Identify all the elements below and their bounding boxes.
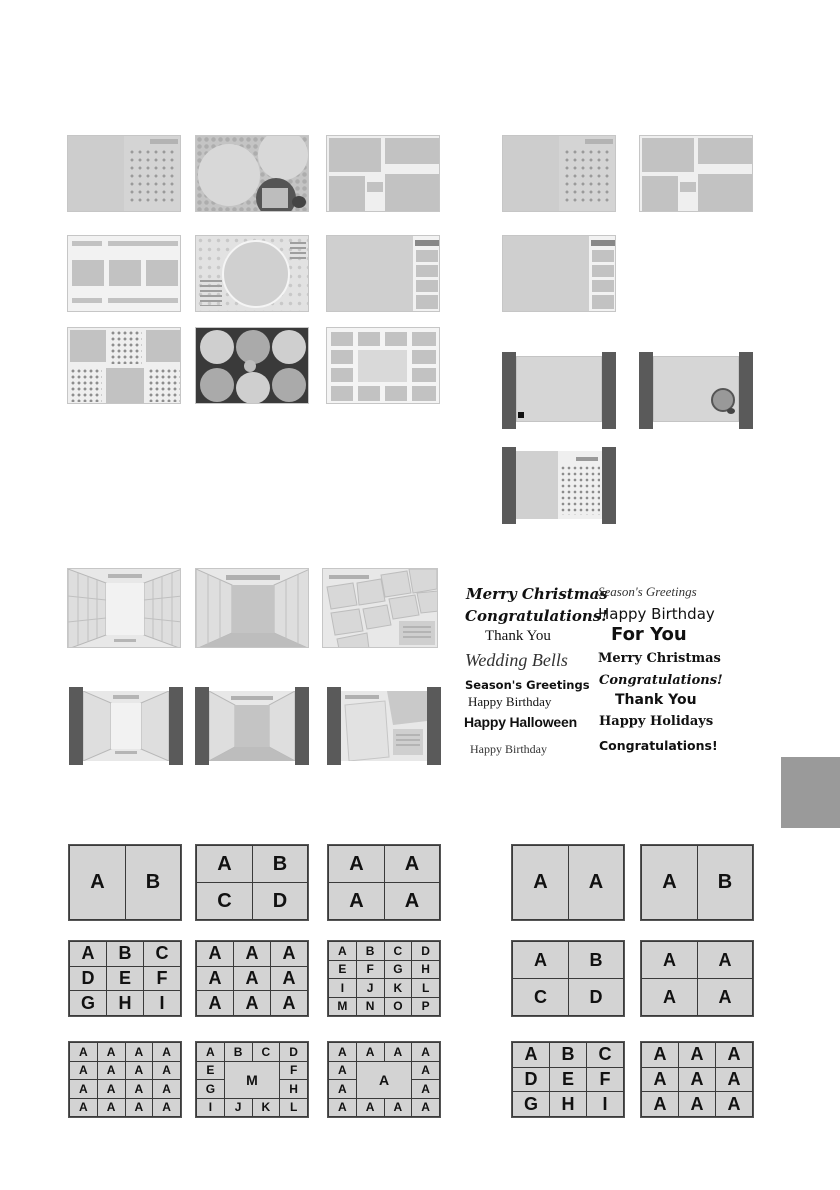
side-bar-right xyxy=(739,352,753,429)
calendar-grid xyxy=(110,330,142,364)
split-cell: A xyxy=(233,941,271,967)
corridor-graphic xyxy=(83,691,169,761)
photo-frame xyxy=(331,368,353,382)
greeting-right-7[interactable]: Happy Holidays xyxy=(599,714,714,729)
split-cell: A xyxy=(641,845,698,920)
split-cell: G xyxy=(69,990,107,1016)
split-cell: A xyxy=(328,941,357,961)
sidebar-photo xyxy=(592,280,614,292)
split-cell: A xyxy=(411,1098,440,1118)
split-cell: A xyxy=(97,1098,126,1118)
split-cell: A xyxy=(69,1042,98,1062)
corridor-graphic xyxy=(196,569,309,648)
split-cell: B xyxy=(106,941,144,967)
greeting-left-5[interactable]: Season's Greetings xyxy=(465,678,590,692)
split-cell: A xyxy=(384,845,440,883)
calendar-header xyxy=(585,139,613,144)
split-cell: I xyxy=(586,1091,624,1117)
photo-circle xyxy=(272,330,306,364)
layout-thumb-border-grid[interactable] xyxy=(326,327,440,404)
split-2-ab[interactable] xyxy=(68,844,182,921)
tilted-grid-graphic xyxy=(341,691,427,761)
split-cell: A xyxy=(152,1061,181,1081)
split-cell: A xyxy=(411,1042,440,1062)
photo-area xyxy=(516,356,602,422)
split-cell: F xyxy=(279,1061,308,1081)
split-cell: C xyxy=(252,1042,281,1062)
photo-frame xyxy=(412,350,436,364)
layout-thumb-corridor-wide-bars[interactable] xyxy=(69,687,183,765)
photo-circle xyxy=(222,240,290,308)
split-cell: A xyxy=(328,882,385,920)
sidebar-header xyxy=(415,240,439,246)
corridor-graphic xyxy=(68,569,181,648)
photo-frame xyxy=(331,386,353,401)
split-cell: G xyxy=(512,1091,550,1117)
layout-thumb-collage-four-alt[interactable] xyxy=(639,135,753,212)
split-9-aaa[interactable] xyxy=(195,940,309,1017)
greeting-right-3[interactable]: For You xyxy=(611,624,687,645)
split-2-aa[interactable] xyxy=(511,844,625,921)
sidebar-photo xyxy=(416,250,438,262)
photo-frame xyxy=(385,138,439,164)
photo-frame xyxy=(329,138,381,172)
photo-frame xyxy=(331,332,353,346)
split-cell: A xyxy=(125,1061,154,1081)
split-4-aaaa[interactable] xyxy=(327,844,441,921)
sidebar-photo xyxy=(592,250,614,262)
split-cell: H xyxy=(549,1091,587,1117)
split-cell: A xyxy=(697,978,753,1016)
split-cell: A xyxy=(328,1042,357,1062)
split-cell: E xyxy=(106,966,144,992)
center-photo xyxy=(358,350,407,382)
photo-frame xyxy=(106,368,144,403)
split-cell: A xyxy=(196,845,253,883)
photo-frame xyxy=(146,330,180,362)
split-cell: C xyxy=(512,978,569,1016)
split-cell: A xyxy=(69,1098,98,1118)
split-cell: G xyxy=(196,1079,225,1099)
photo-frame xyxy=(642,138,694,172)
calendar-grid xyxy=(128,148,178,206)
split-frame-abc[interactable] xyxy=(195,1041,309,1118)
split-cell: A xyxy=(641,1042,679,1068)
split-cell: F xyxy=(143,966,181,992)
photo-frame xyxy=(642,176,678,211)
split-cell: B xyxy=(568,941,624,979)
layout-thumb-wide-circle[interactable] xyxy=(639,352,753,429)
layout-thumb-corridor-floor[interactable] xyxy=(195,568,309,648)
photo-frame xyxy=(385,174,439,211)
small-circle xyxy=(727,408,735,414)
split-frame-aaa[interactable] xyxy=(327,1041,441,1118)
split-16-aaa[interactable] xyxy=(68,1041,182,1118)
layout-thumb-photo-sidebar-alt[interactable] xyxy=(502,235,616,312)
photo-frame xyxy=(680,182,696,192)
photo-frame xyxy=(331,350,353,364)
split-cell: A xyxy=(233,966,271,992)
split-cell: A xyxy=(328,1079,357,1099)
side-bar-left xyxy=(639,352,653,429)
split-cell: A xyxy=(641,1067,679,1093)
layout-thumb-tilted-grid-bars[interactable] xyxy=(327,687,441,765)
split-cell: A xyxy=(196,1042,225,1062)
split-cell: A xyxy=(152,1042,181,1062)
greeting-left-1[interactable]: Merry Christmas xyxy=(466,585,608,603)
split-cell: B xyxy=(224,1042,253,1062)
sidebar-photo xyxy=(416,280,438,292)
split-cell: A xyxy=(125,1042,154,1062)
split-9-abc-alt[interactable] xyxy=(511,1041,625,1118)
photo-frame xyxy=(698,138,752,164)
split-9-abc[interactable] xyxy=(68,940,182,1017)
split-cell: H xyxy=(411,960,440,980)
sidebar-photo xyxy=(592,265,614,277)
layout-thumb-circle-text[interactable] xyxy=(195,235,309,312)
split-cell: D xyxy=(252,882,308,920)
split-cell: A xyxy=(196,941,234,967)
split-cell: B xyxy=(356,941,385,961)
greeting-right-5[interactable]: Congratulations! xyxy=(599,673,723,688)
split-cell: A xyxy=(384,1042,413,1062)
split-cell: A xyxy=(678,1091,716,1117)
split-cell: C xyxy=(143,941,181,967)
split-cell: C xyxy=(384,941,413,961)
split-cell: J xyxy=(224,1098,253,1118)
split-cell: A xyxy=(196,966,234,992)
photo-frame xyxy=(412,386,436,401)
side-bar-left xyxy=(502,447,516,524)
split-cell: L xyxy=(279,1098,308,1118)
split-cell: C xyxy=(586,1042,624,1068)
split-cell: J xyxy=(356,978,385,998)
split-cell: B xyxy=(697,845,753,920)
text-line xyxy=(72,298,102,303)
split-16-abc[interactable] xyxy=(327,940,441,1017)
text-line xyxy=(72,241,102,246)
split-9-aaa-alt[interactable] xyxy=(640,1041,754,1118)
side-bar-left xyxy=(195,687,209,765)
calendar-grid xyxy=(70,368,102,402)
layout-thumb-header-three[interactable] xyxy=(67,235,181,312)
photo-inner xyxy=(262,188,288,208)
layout-thumb-corridor-wide[interactable] xyxy=(67,568,181,648)
photo-circle xyxy=(198,144,260,206)
greeting-left-8[interactable]: Happy Birthday xyxy=(470,742,547,756)
split-cell: C xyxy=(196,882,253,920)
split-cell: A xyxy=(97,1042,126,1062)
side-bar-right xyxy=(295,687,309,765)
split-cell: A xyxy=(125,1098,154,1118)
photo-circle xyxy=(236,372,270,404)
split-cell: A xyxy=(384,882,440,920)
split-cell: K xyxy=(252,1098,281,1118)
split-cell: I xyxy=(196,1098,225,1118)
split-cell: O xyxy=(384,997,413,1017)
split-cell: B xyxy=(549,1042,587,1068)
layout-thumb-calendars-corner[interactable] xyxy=(67,327,181,404)
tilted-grid-graphic xyxy=(323,569,438,648)
split-cell: A xyxy=(356,1098,385,1118)
split-cell: A xyxy=(270,990,308,1016)
photo-area xyxy=(68,136,124,212)
split-cell: I xyxy=(328,978,357,998)
greeting-left-2[interactable]: Congratulations! xyxy=(465,607,608,625)
split-cell: E xyxy=(549,1067,587,1093)
photo-area xyxy=(516,451,558,519)
split-cell: A xyxy=(384,1098,413,1118)
split-cell: A xyxy=(328,1098,357,1118)
split-cell: D xyxy=(69,966,107,992)
layout-thumb-photo-sidebar[interactable] xyxy=(326,235,440,312)
split-cell: A xyxy=(69,1079,98,1099)
split-cell: P xyxy=(411,997,440,1017)
greeting-left-6[interactable]: Happy Birthday xyxy=(468,694,552,709)
layout-thumb-corridor-floor-bars[interactable] xyxy=(195,687,309,765)
split-cell: A xyxy=(270,941,308,967)
split-cell: F xyxy=(356,960,385,980)
split-cell: A xyxy=(697,941,753,979)
split-cell: D xyxy=(512,1067,550,1093)
split-cell: M xyxy=(328,997,357,1017)
corridor-graphic xyxy=(209,691,295,761)
split-cell: A xyxy=(568,845,624,920)
photo-circle xyxy=(258,135,308,180)
layout-thumb-wide-calendar[interactable] xyxy=(502,447,616,524)
split-cell: A xyxy=(512,941,569,979)
split-cell: A xyxy=(69,941,107,967)
split-cell: A xyxy=(678,1067,716,1093)
greeting-right-2[interactable]: Happy Birthday xyxy=(598,605,715,623)
split-cell: A xyxy=(512,845,569,920)
split-cell: A xyxy=(97,1061,126,1081)
photo-area xyxy=(503,136,559,212)
split-cell: G xyxy=(384,960,413,980)
photo-circle xyxy=(200,368,234,402)
small-circle xyxy=(244,360,256,372)
greeting-left-4[interactable]: Wedding Bells xyxy=(465,650,568,670)
split-cell: A xyxy=(411,1061,440,1081)
photo-frame xyxy=(329,176,365,211)
split-2-ab-alt[interactable] xyxy=(640,844,754,921)
split-cell: A xyxy=(715,1042,753,1068)
split-cell: L xyxy=(411,978,440,998)
split-cell: A xyxy=(152,1098,181,1118)
greeting-left-3[interactable]: Thank You xyxy=(485,628,551,644)
side-section-tab xyxy=(781,757,840,828)
side-bar-right xyxy=(169,687,183,765)
photo-frame xyxy=(385,386,407,401)
split-cell: A xyxy=(69,1061,98,1081)
split-cell: A xyxy=(641,978,698,1016)
split-cell: A xyxy=(97,1079,126,1099)
photo-frame xyxy=(412,332,436,346)
split-cell: F xyxy=(586,1067,624,1093)
split-cell: A xyxy=(715,1067,753,1093)
side-bar-left xyxy=(502,352,516,429)
split-cell: D xyxy=(279,1042,308,1062)
split-cell: H xyxy=(106,990,144,1016)
photo-frame xyxy=(358,332,380,346)
photo-circle xyxy=(272,368,306,402)
photo-frame xyxy=(698,174,752,211)
split-cell: A xyxy=(196,990,234,1016)
split-cell: D xyxy=(411,941,440,961)
photo-circle xyxy=(200,330,234,364)
split-cell: I xyxy=(143,990,181,1016)
split-cell: A xyxy=(512,1042,550,1068)
split-cell: K xyxy=(384,978,413,998)
split-cell: A xyxy=(356,1042,385,1062)
sidebar-photo xyxy=(416,295,438,309)
calendar-header xyxy=(150,139,178,144)
text-line xyxy=(108,241,178,246)
split-cell: D xyxy=(568,978,624,1016)
marker xyxy=(518,412,524,418)
split-4-aaaa-alt[interactable] xyxy=(640,940,754,1017)
split-cell: B xyxy=(252,845,308,883)
split-cell: E xyxy=(328,960,357,980)
side-bar-right xyxy=(602,352,616,429)
layout-thumb-dark-circles[interactable] xyxy=(195,327,309,404)
layout-thumb-wide-plain[interactable] xyxy=(502,352,616,429)
calendar-grid xyxy=(148,368,180,402)
photo-circle xyxy=(236,330,270,364)
text-block xyxy=(290,242,306,262)
split-cell: E xyxy=(196,1061,225,1081)
split-4-abcd[interactable] xyxy=(195,844,309,921)
layout-thumb-calendar-photo-alt[interactable] xyxy=(502,135,616,212)
photo-frame xyxy=(367,182,383,192)
small-circle xyxy=(292,196,306,208)
photo-frame xyxy=(70,330,106,362)
split-center-cell: A xyxy=(356,1061,413,1099)
greeting-left-7[interactable]: Happy Halloween xyxy=(464,714,577,730)
calendar-grid xyxy=(563,148,613,206)
split-cell: N xyxy=(356,997,385,1017)
split-cell: A xyxy=(233,990,271,1016)
side-bar-right xyxy=(427,687,441,765)
sidebar-photo xyxy=(592,295,614,309)
split-cell: H xyxy=(279,1079,308,1099)
layout-thumb-collage-four[interactable] xyxy=(326,135,440,212)
split-cell: B xyxy=(125,845,181,920)
greeting-right-4[interactable]: Merry Christmas xyxy=(598,651,721,666)
split-cell: A xyxy=(125,1079,154,1099)
layout-thumb-calendar-photo[interactable] xyxy=(67,135,181,212)
photo-frame xyxy=(385,332,407,346)
side-bar-right xyxy=(602,447,616,524)
photo-frame xyxy=(412,368,436,382)
calendar-header xyxy=(576,457,598,461)
greeting-right-1[interactable]: Season's Greetings xyxy=(598,584,697,599)
split-cell: A xyxy=(270,966,308,992)
sidebar-header xyxy=(591,240,615,246)
layout-thumb-circles-pattern[interactable] xyxy=(195,135,309,212)
side-bar-left xyxy=(69,687,83,765)
photo-frame xyxy=(146,260,178,286)
split-cell: A xyxy=(69,845,126,920)
greeting-right-8[interactable]: Congratulations! xyxy=(599,738,718,753)
sidebar-photo xyxy=(416,265,438,277)
split-center-cell: M xyxy=(224,1061,281,1099)
split-cell: A xyxy=(152,1079,181,1099)
greeting-right-6[interactable]: Thank You xyxy=(615,692,697,708)
text-block xyxy=(200,280,222,306)
split-4-abcd-alt[interactable] xyxy=(511,940,625,1017)
split-cell: A xyxy=(678,1042,716,1068)
split-cell: A xyxy=(715,1091,753,1117)
layout-thumb-tilted-grid[interactable] xyxy=(322,568,438,648)
split-cell: A xyxy=(641,1091,679,1117)
photo-frame xyxy=(358,386,380,401)
photo-frame xyxy=(72,260,104,286)
split-cell: A xyxy=(328,845,385,883)
side-bar-left xyxy=(327,687,341,765)
photo-frame xyxy=(109,260,141,286)
split-cell: A xyxy=(411,1079,440,1099)
split-cell: A xyxy=(328,1061,357,1081)
text-line xyxy=(108,298,178,303)
split-cell: A xyxy=(641,941,698,979)
calendar-grid xyxy=(560,465,600,515)
